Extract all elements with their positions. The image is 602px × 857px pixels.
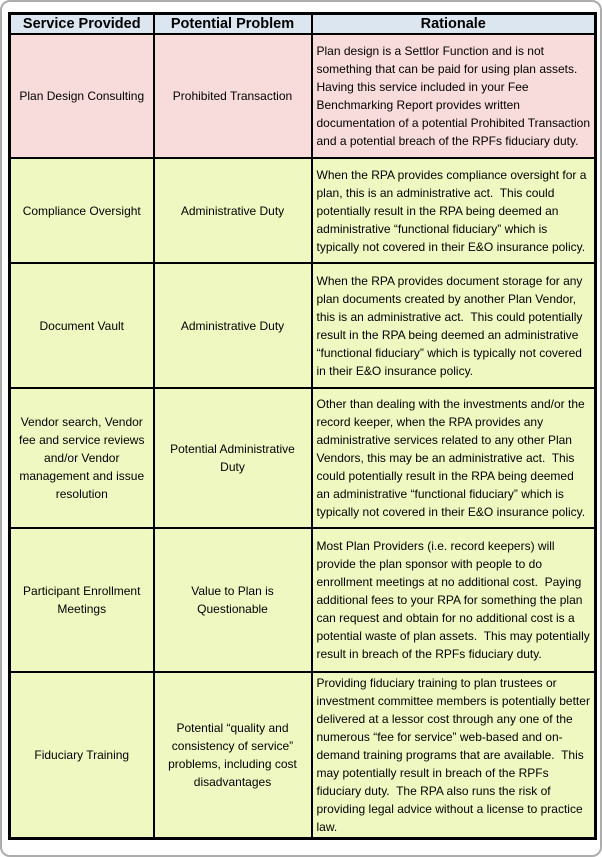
service-cell: Fiduciary Training (10, 672, 154, 839)
table-row (10, 263, 596, 388)
problem-cell: Potential Administrative Duty (154, 388, 312, 528)
problem-cell: Administrative Duty (154, 158, 312, 263)
problem-cell: Potential “quality and consistency of service” problems, including cost disadvantages (154, 672, 312, 839)
table-row (10, 158, 596, 263)
rationale-cell: Other than dealing with the investments and/or the record keeper, when the RPA provides any administrative services related to any other Plan Vendors, this may be an administrative act. This could potentially result in the RPA being deemed an administrative “functional fiduciary” which is typically not covered in their E&O insurance policy. (312, 388, 596, 528)
table-row (10, 388, 596, 528)
rationale-cell: Most Plan Providers (i.e. record keepers) will provide the plan sponsor with people to do enrollment meetings at no additional cost. Paying additional fees to your RPA for something the plan can request and obtain for no additional cost is a potential waste of plan assets. This may potentially result in breach of the RPFs fiduciary duty. (312, 528, 596, 672)
rationale-cell: Providing fiduciary training to plan trustees or investment committee members is potentially better delivered at a lessor cost through any one of the numerous “fee for service” web-based and on-demand training programs that are available. This may potentially result in breach of the RPFs fiduciary duty. The RPA also runs the risk of providing legal advice without a license to practice law. (312, 672, 596, 839)
table-row (10, 528, 596, 672)
table-row (10, 672, 596, 839)
column-header-rationale: Rationale (312, 14, 596, 35)
problem-cell: Prohibited Transaction (154, 34, 312, 158)
services-risk-table (8, 12, 597, 840)
header-row (10, 14, 596, 35)
rationale-cell: When the RPA provides document storage for any plan documents created by another Plan Vendor, this is an administrative act. This could potentially result in the RPA being deemed an administrative “functional fiduciary” which is typically not covered in their E&O insurance policy. (312, 263, 596, 388)
table-row (10, 34, 596, 158)
service-cell: Document Vault (10, 263, 154, 388)
problem-cell: Administrative Duty (154, 263, 312, 388)
service-cell: Plan Design Consulting (10, 34, 154, 158)
service-cell: Vendor search, Vendor fee and service reviews and/or Vendor management and issue resolution (10, 388, 154, 528)
rationale-cell: When the RPA provides compliance oversight for a plan, this is an administrative act. This could potentially result in the RPA being deemed an administrative “functional fiduciary” which is typically not covered in their E&O insurance policy. (312, 158, 596, 263)
column-header-potential-problem: Potential Problem (154, 14, 312, 35)
service-cell: Participant Enrollment Meetings (10, 528, 154, 672)
service-cell: Compliance Oversight (10, 158, 154, 263)
problem-cell: Value to Plan is Questionable (154, 528, 312, 672)
rationale-cell: Plan design is a Settlor Function and is not something that can be paid for using plan assets. Having this service included in your Fee Benchmarking Report provides written documentation of a potential Prohibited Transaction and a potential breach of the RPFs fiduciary duty. (312, 34, 596, 158)
column-header-service-provided: Service Provided (10, 14, 154, 35)
